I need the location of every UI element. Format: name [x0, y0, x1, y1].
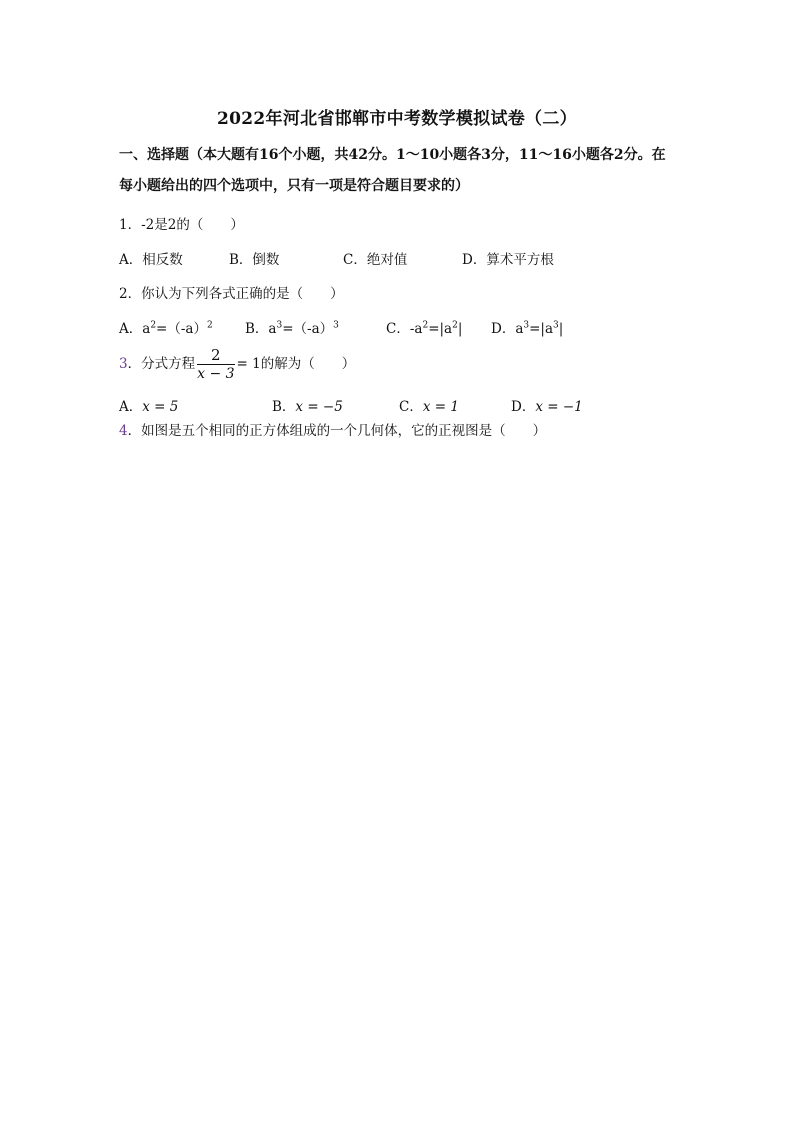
- page-title: 2022年河北省邯郸市中考数学模拟试卷（二）: [217, 109, 577, 129]
- question-3-option-d-expr: x = −1: [535, 399, 583, 415]
- question-2-option-a-label: A．a: [119, 321, 151, 337]
- question-2-text: 2．你认为下列各式正确的是（ ）: [119, 286, 344, 302]
- question-2-option-c-label: C．-a: [386, 321, 423, 337]
- question-3-number: 3: [119, 356, 128, 372]
- question-2-option-a-rest: =（-a）: [156, 321, 207, 337]
- question-2-option-d-exp: 3: [523, 320, 530, 331]
- question-3-option-d: [511, 395, 583, 415]
- question-1-option-b: B．倒数: [229, 252, 280, 268]
- question-1-option-c: C．绝对值: [343, 252, 408, 268]
- question-3-option-c-expr: x = 1: [422, 399, 459, 415]
- question-2-option-b: [245, 317, 339, 337]
- question-2-option-a-exp: 2: [150, 320, 157, 331]
- question-1-option-a: A．相反数: [119, 252, 183, 268]
- question-2-option-c-rest: =|a: [428, 321, 453, 337]
- question-3-option-c-label: C．: [399, 399, 423, 415]
- question-4-text: [119, 419, 546, 439]
- question-2-option-a-exp2: 2: [206, 320, 213, 331]
- question-2-option-d: [491, 317, 563, 337]
- question-4-body: ．如图是五个相同的正方体组成的一个几何体，它的正视图是（ ）: [127, 423, 547, 439]
- question-2-option-c-end: |: [457, 321, 463, 337]
- question-3-fraction-numerator: 2: [197, 346, 234, 365]
- question-3-option-a-label: A．: [119, 399, 143, 415]
- question-2-option-d-exp2: 3: [553, 320, 559, 331]
- question-2-option-d-end: |: [558, 321, 564, 337]
- question-2-option-a: [119, 317, 213, 337]
- question-2-option-d-rest: =|a: [529, 321, 554, 337]
- question-3-option-b-expr: x = −5: [295, 399, 343, 415]
- question-2-option-d-label: D．a: [491, 321, 524, 337]
- question-3-option-a: [119, 395, 178, 415]
- question-3-equals: = 1: [236, 356, 261, 372]
- question-3-option-c: [399, 395, 459, 415]
- section-instructions-line2: 每小题给出的四个选项中，只有一项是符合题目要求的）: [119, 178, 469, 194]
- question-2-option-b-exp2: 3: [333, 320, 339, 331]
- question-1-text: 1．-2是2的（ ）: [119, 217, 244, 233]
- question-3-fraction-denominator: x − 3: [197, 366, 235, 382]
- question-3-text: [119, 346, 355, 383]
- question-3-option-a-expr: x = 5: [142, 399, 179, 415]
- question-3-option-d-label: D．: [511, 399, 536, 415]
- question-2-option-b-rest: =（-a）: [282, 321, 334, 337]
- question-3-option-b: [272, 395, 343, 415]
- question-2-option-b-exp: 3: [276, 320, 283, 331]
- question-3-option-b-label: B．: [272, 399, 296, 415]
- question-3-prefix: ．分式方程: [127, 356, 196, 372]
- question-2-option-c-exp: 2: [422, 320, 429, 331]
- question-4-number: 4: [119, 423, 128, 439]
- question-2-option-b-label: B．a: [245, 321, 277, 337]
- question-3-fraction: [197, 346, 234, 383]
- question-2-option-c: [386, 317, 462, 337]
- question-3-suffix: 的解为（ ）: [260, 356, 356, 372]
- section-instructions-line1: 一、选择题（本大题有16个小题，共42分。1～10小题各3分，11～16小题各2分。在: [119, 147, 666, 163]
- question-1-option-d: D．算术平方根: [462, 252, 554, 268]
- question-2-option-c-exp2: 2: [452, 320, 458, 331]
